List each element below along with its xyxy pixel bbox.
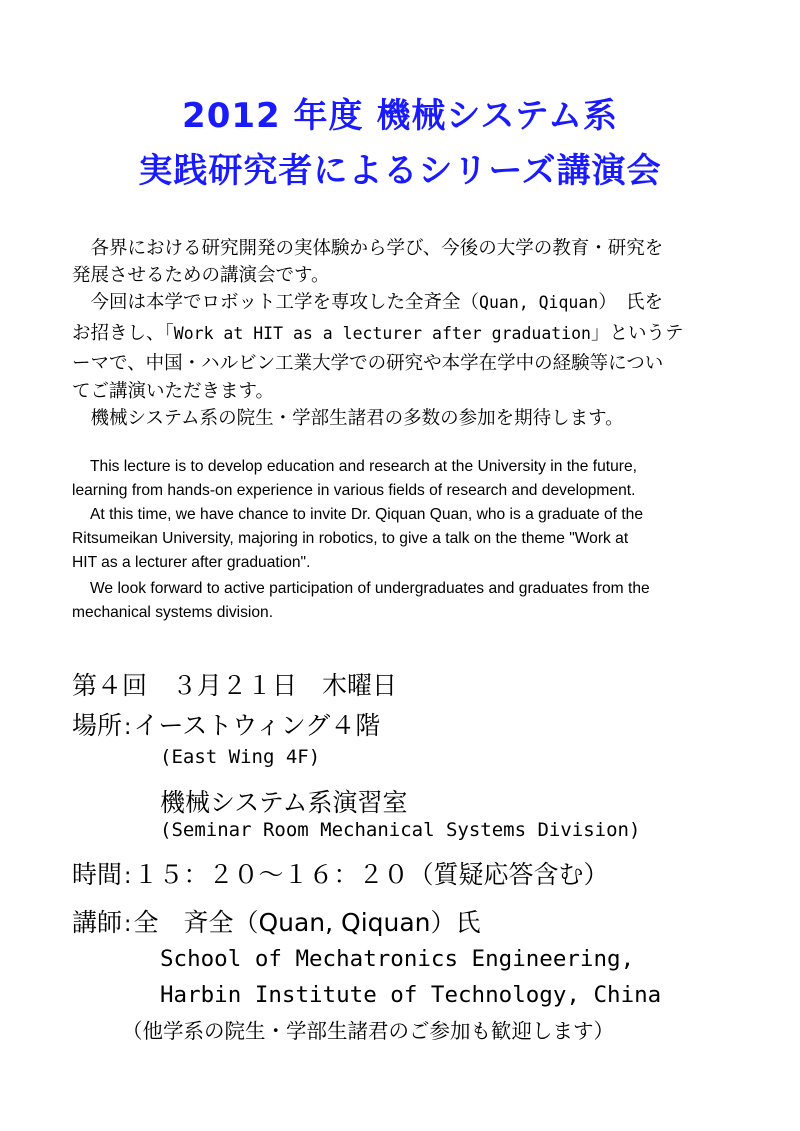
jp-intro-line: 各界における研究開発の実体験から学び、今後の大学の教育・研究を	[72, 238, 664, 259]
en-intro-line: This lecture is to develop education and research at the University in the future,	[90, 458, 637, 475]
welcome-note: （他学系の院生・学部生諸君のご参加も歓迎します）	[122, 1019, 614, 1043]
theme-inline: Work at HIT as a lecturer after graduation	[173, 324, 591, 343]
jp-intro-text: お招きし、「	[72, 323, 174, 344]
jp-intro-text: ） 氏を	[598, 292, 663, 313]
room-jp: 機械システム系演習室	[160, 788, 408, 817]
colon: :	[124, 864, 132, 889]
speaker-name-inline: Quan, Qiquan	[479, 293, 599, 312]
jp-intro-line: ーマで、中国・ハルビン工業大学での研究や本学在学中の経験等につい	[72, 353, 664, 374]
page-title-line-1: 2012 年度 機械システム系	[182, 96, 618, 136]
jp-intro-line: てご講演いただきます。	[72, 381, 275, 402]
room-en: (Seminar Room Mechanical Systems Division)	[160, 819, 641, 841]
time-value: １５：２０～１６：２０（質疑応答含む）	[133, 860, 609, 889]
session-date: 第４回 ３月２１日 木曜日	[72, 671, 398, 700]
en-intro-line: Ritsumeikan University, majoring in robotics, to give a talk on the theme "Work at	[72, 530, 629, 547]
place-jp: イーストウィング４階	[133, 711, 381, 740]
en-intro-line: learning from hands-on experience in various fields of research and development.	[72, 482, 636, 499]
affiliation-line-1: School of Mechatronics Engineering,	[160, 946, 635, 972]
time-label: 時間	[72, 860, 123, 889]
en-intro-line: We look forward to active participation of undergraduates and graduates from the	[90, 580, 650, 597]
jp-intro-line	[72, 289, 742, 316]
en-intro-line: mechanical systems division.	[72, 604, 274, 621]
speaker-label: 講師	[72, 908, 123, 937]
place-en: (East Wing 4F)	[160, 746, 321, 768]
place-row	[72, 706, 380, 742]
speaker-row	[72, 903, 481, 939]
affiliation-line-2: Harbin Institute of Technology, China	[160, 982, 662, 1008]
jp-intro-line: 機械システム系の院生・学部生諸君の多数の参加を期待します。	[72, 408, 624, 429]
time-row	[72, 855, 608, 891]
jp-intro-line: 発展させるための講演会です。	[72, 265, 330, 286]
jp-intro-text: 」というテ	[591, 323, 684, 344]
page-title-line-2: 実践研究者によるシリーズ講演会	[138, 151, 662, 191]
colon: :	[124, 912, 132, 937]
en-intro-line: At this time, we have chance to invite Dr. Qiquan Quan, who is a graduate of the	[90, 506, 644, 523]
en-intro-line: HIT as a lecturer after graduation".	[72, 554, 311, 571]
jp-intro-line	[72, 320, 742, 347]
colon: :	[124, 715, 132, 740]
place-label: 場所	[72, 711, 123, 740]
jp-intro-text: 今回は本学でロボット工学を専攻した全斉全（	[72, 292, 480, 313]
speaker-name: 全 斉全（Quan, Qiquan）氏	[133, 908, 481, 937]
